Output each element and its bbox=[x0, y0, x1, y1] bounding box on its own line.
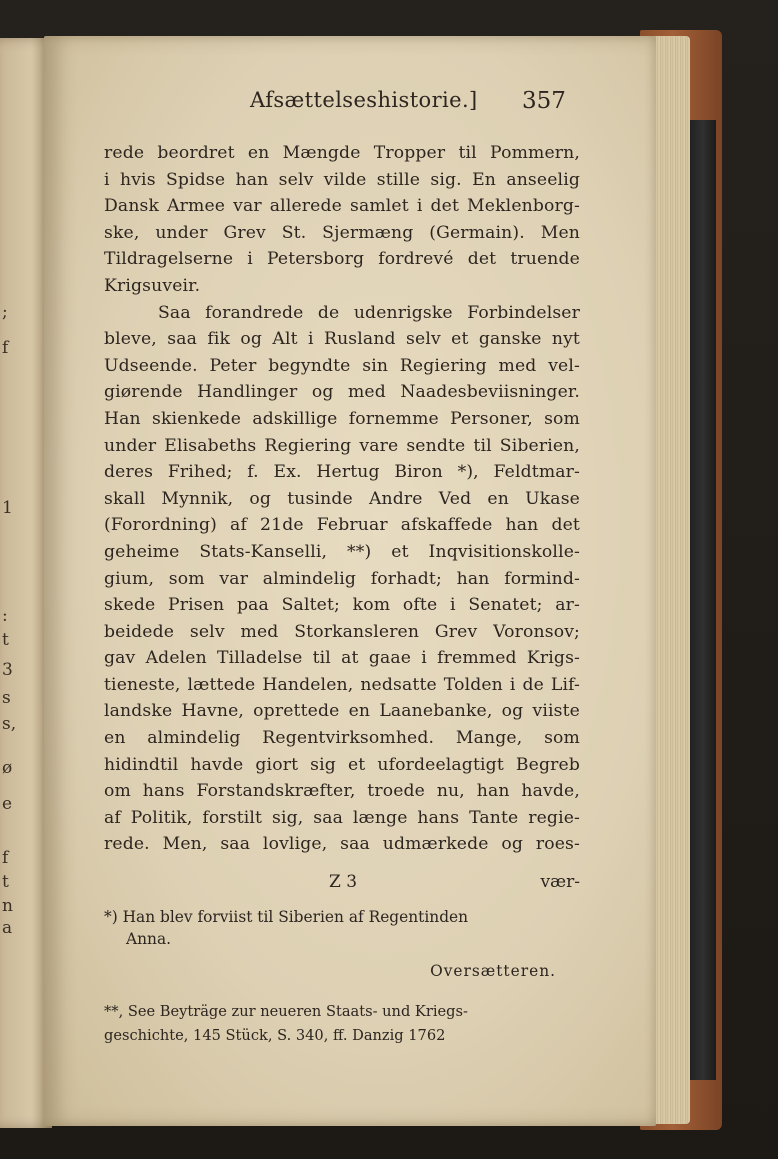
footnote-source-line: **, See Beyträge zur neueren Staats- und Kriegs- bbox=[104, 1003, 468, 1020]
footnote-line: *) Han blev forviist til Siberien af Regentinden bbox=[104, 908, 469, 926]
text-line: en almindelig Regentvirksomhed. Mange, som bbox=[104, 728, 580, 749]
text-line: gav Adelen Tilladelse til at gaae i fremmed Krigs- bbox=[104, 648, 580, 669]
text-line: i hvis Spidse han selv vilde stille sig. En anseelig bbox=[104, 169, 580, 190]
body-text bbox=[104, 140, 580, 858]
margin-char: n bbox=[2, 896, 13, 916]
margin-char: f bbox=[2, 338, 9, 358]
margin-char: e bbox=[2, 794, 13, 814]
text-line: skall Mynnik, og tusinde Andre Ved en Ukase bbox=[104, 488, 580, 509]
text-line: gium, som var almindelig forhadt; han formind- bbox=[104, 568, 580, 589]
page-number: 357 bbox=[522, 88, 566, 114]
text-line: rede beordret en Mængde Tropper til Pommern, bbox=[104, 143, 580, 163]
margin-char: : bbox=[2, 606, 8, 626]
text-line: bleve, saa fik og Alt i Rusland selv et ganske nyt bbox=[104, 329, 580, 350]
binding-strip bbox=[690, 120, 716, 1080]
catchword: vær- bbox=[540, 872, 580, 892]
text-line: Dansk Armee var allerede samlet i det Meklenborg- bbox=[104, 196, 580, 217]
signature-row bbox=[104, 872, 580, 898]
text-line: tieneste, lættede Handelen, nedsatte Tolden i de Lif- bbox=[104, 674, 580, 695]
footnotes bbox=[104, 906, 580, 1048]
text-line: skede Prisen paa Saltet; kom ofte i Senatet; ar- bbox=[104, 595, 580, 616]
margin-char: ; bbox=[2, 302, 8, 322]
margin-char: 3 bbox=[2, 660, 13, 680]
text-line: rede. Men, saa lovlige, saa udmærkede og roes- bbox=[104, 834, 580, 855]
margin-char: t bbox=[2, 872, 9, 892]
signature-mark: Z 3 bbox=[329, 872, 358, 892]
text-line: ske, under Grev St. Sjermæng (Germain). Men bbox=[104, 222, 580, 243]
footnote-signature: Oversætteren. bbox=[430, 962, 556, 980]
text-line: landske Havne, oprettede en Laanebanke, og viiste bbox=[104, 701, 580, 722]
text-line: Saa forandrede de udenrigske Forbindelser bbox=[158, 302, 580, 323]
footnote-line: Anna. bbox=[126, 930, 172, 948]
text-line: beidede selv med Storkansleren Grev Voronsov; bbox=[104, 621, 580, 642]
margin-char: f bbox=[2, 848, 9, 868]
margin-char: 1 bbox=[2, 498, 13, 518]
margin-char: s, bbox=[2, 714, 17, 734]
running-title: Afsættelseshistorie.] bbox=[250, 88, 478, 112]
text-line: om hans Forstandskræfter, troede nu, han havde, bbox=[104, 781, 580, 802]
text-line: hidindtil havde giort sig et ufordeelagtigt Begreb bbox=[104, 754, 580, 775]
margin-char: a bbox=[2, 918, 13, 938]
text-line: Udseende. Peter begyndte sin Regiering med vel- bbox=[104, 355, 580, 376]
book-page bbox=[44, 36, 656, 1126]
text-line: Krigsuveir. bbox=[104, 275, 201, 296]
footnote-source-line: geschichte, 145 Stück, S. 340, ff. Danzig 1762 bbox=[104, 1027, 446, 1044]
margin-char: t bbox=[2, 630, 9, 650]
margin-char: ø bbox=[2, 758, 13, 778]
text-line: deres Frihed; f. Ex. Hertug Biron *), Feldtmar- bbox=[104, 462, 580, 483]
text-line: (Forordning) af 21de Februar afskaffede han det bbox=[104, 515, 580, 536]
text-line: giørende Handlinger og med Naadesbeviisninger. bbox=[104, 382, 580, 403]
text-line: Han skienkede adskillige fornemme Personer, som bbox=[104, 408, 580, 429]
text-line: geheime Stats-Kanselli, **) et Inqvisitionskolle- bbox=[104, 541, 580, 562]
text-line: Tildragelserne i Petersborg fordrevé det truende bbox=[104, 249, 580, 270]
margin-char: s bbox=[2, 688, 11, 708]
text-line: af Politik, forstilt sig, saa længe hans Tante regie- bbox=[104, 807, 580, 828]
text-line: under Elisabeths Regiering vare sendte til Siberien, bbox=[104, 435, 580, 456]
